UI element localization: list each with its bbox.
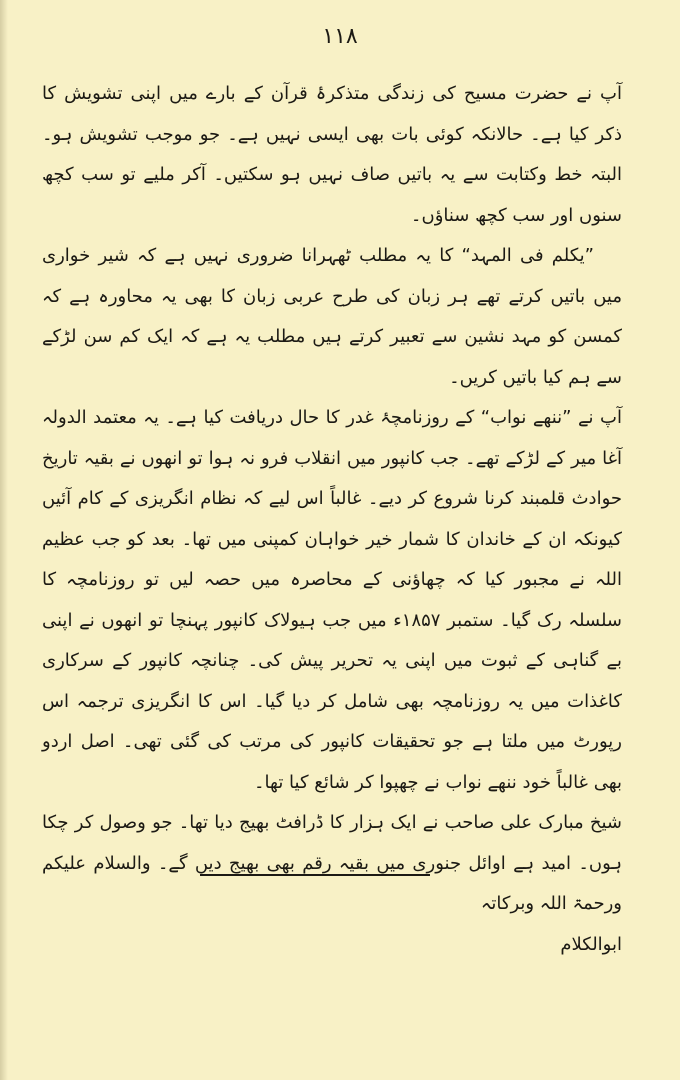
page-edge-shadow bbox=[0, 0, 8, 1080]
page-number: ۱۱۸ bbox=[322, 24, 358, 49]
paragraph-1: آپ نے حضرت مسیح کی زندگی متذکرۂ قرآن کے بارے میں اپنی تشویش کا ذکر کیا ہے۔ حالانکہ کوئی بات بھی ایسی نہیں ہے۔ جو موجب تشویش ہو۔ البتہ خط وکتابت سے یہ باتیں صاف نہیں ہو سکتیں۔ آکر ملیے تو سب کچھ سنوں اور سب کچھ سناؤں۔ bbox=[42, 83, 622, 226]
paragraph-3: آپ نے ”ننھے نواب“ کے روزنامچۂ غدر کا حال دریافت کیا ہے۔ یہ معتمد الدولہ آغا میر کے لڑکے تھے۔ جب کانپور میں انقلاب فرو نہ ہوا تو انھوں نے بقیہ تاریخ حوادث قلمبند کرنا شروع کر دیے۔ غالباً اس لیے کہ نظام انگریزی کے کام آئیں کیونکہ ان کے خاندان کا شمار خیر خواہان کمپنی میں تھا۔ بعد کو جب عظیم اللہ نے مجبور کیا کہ چھاؤنی کے محاصرہ میں حصہ لیں تو روزنامچہ کا سلسلہ رک گیا۔ ستمبر ۱۸۵۷ء میں جب ہیولاک کانپور پہنچا تو انھوں نے اپنی بے گناہی کے ثبوت میں اپنی یہ تحریر پیش کی۔ چنانچہ کانپور کے سرکاری کاغذات میں یہ روزنامچہ بھی شامل کر دیا گیا۔ اس کا انگریزی ترجمہ اس رپورٹ میں ملتا ہے جو تحقیقات کانپور کی مرتب کی گئی تھی۔ اصل اردو بھی غالباً خود ننھے نواب نے چھپوا کر شائع کیا تھا۔ bbox=[42, 407, 623, 793]
separator-line bbox=[200, 874, 430, 876]
letter-body bbox=[42, 74, 622, 965]
paragraph-4: شیخ مبارک علی صاحب نے ایک ہزار کا ڈرافٹ بھیج دیا تھا۔ جو وصول کر چکا ہوں۔ امید ہے اوائل جنوری میں بقیہ رقم بھی بھیج دیں گے۔ والسلام علیکم ورحمۃ اللہ وبرکاتہ bbox=[42, 812, 622, 914]
paragraph-2: ”یکلم فی المہد“ کا یہ مطلب ٹھہرانا ضروری نہیں ہے کہ شیر خواری میں باتیں کرتے تھے ہر زبان کی طرح عربی زبان کا بھی یہ محاورہ ہے کہ کمسن کو مہد نشین سے تعبیر کرتے ہیں مطلب یہ ہے کہ ایک کم سن لڑکے سے ہم کیا باتیں کریں۔ bbox=[42, 245, 622, 388]
signature: ابوالکلام bbox=[560, 933, 622, 955]
